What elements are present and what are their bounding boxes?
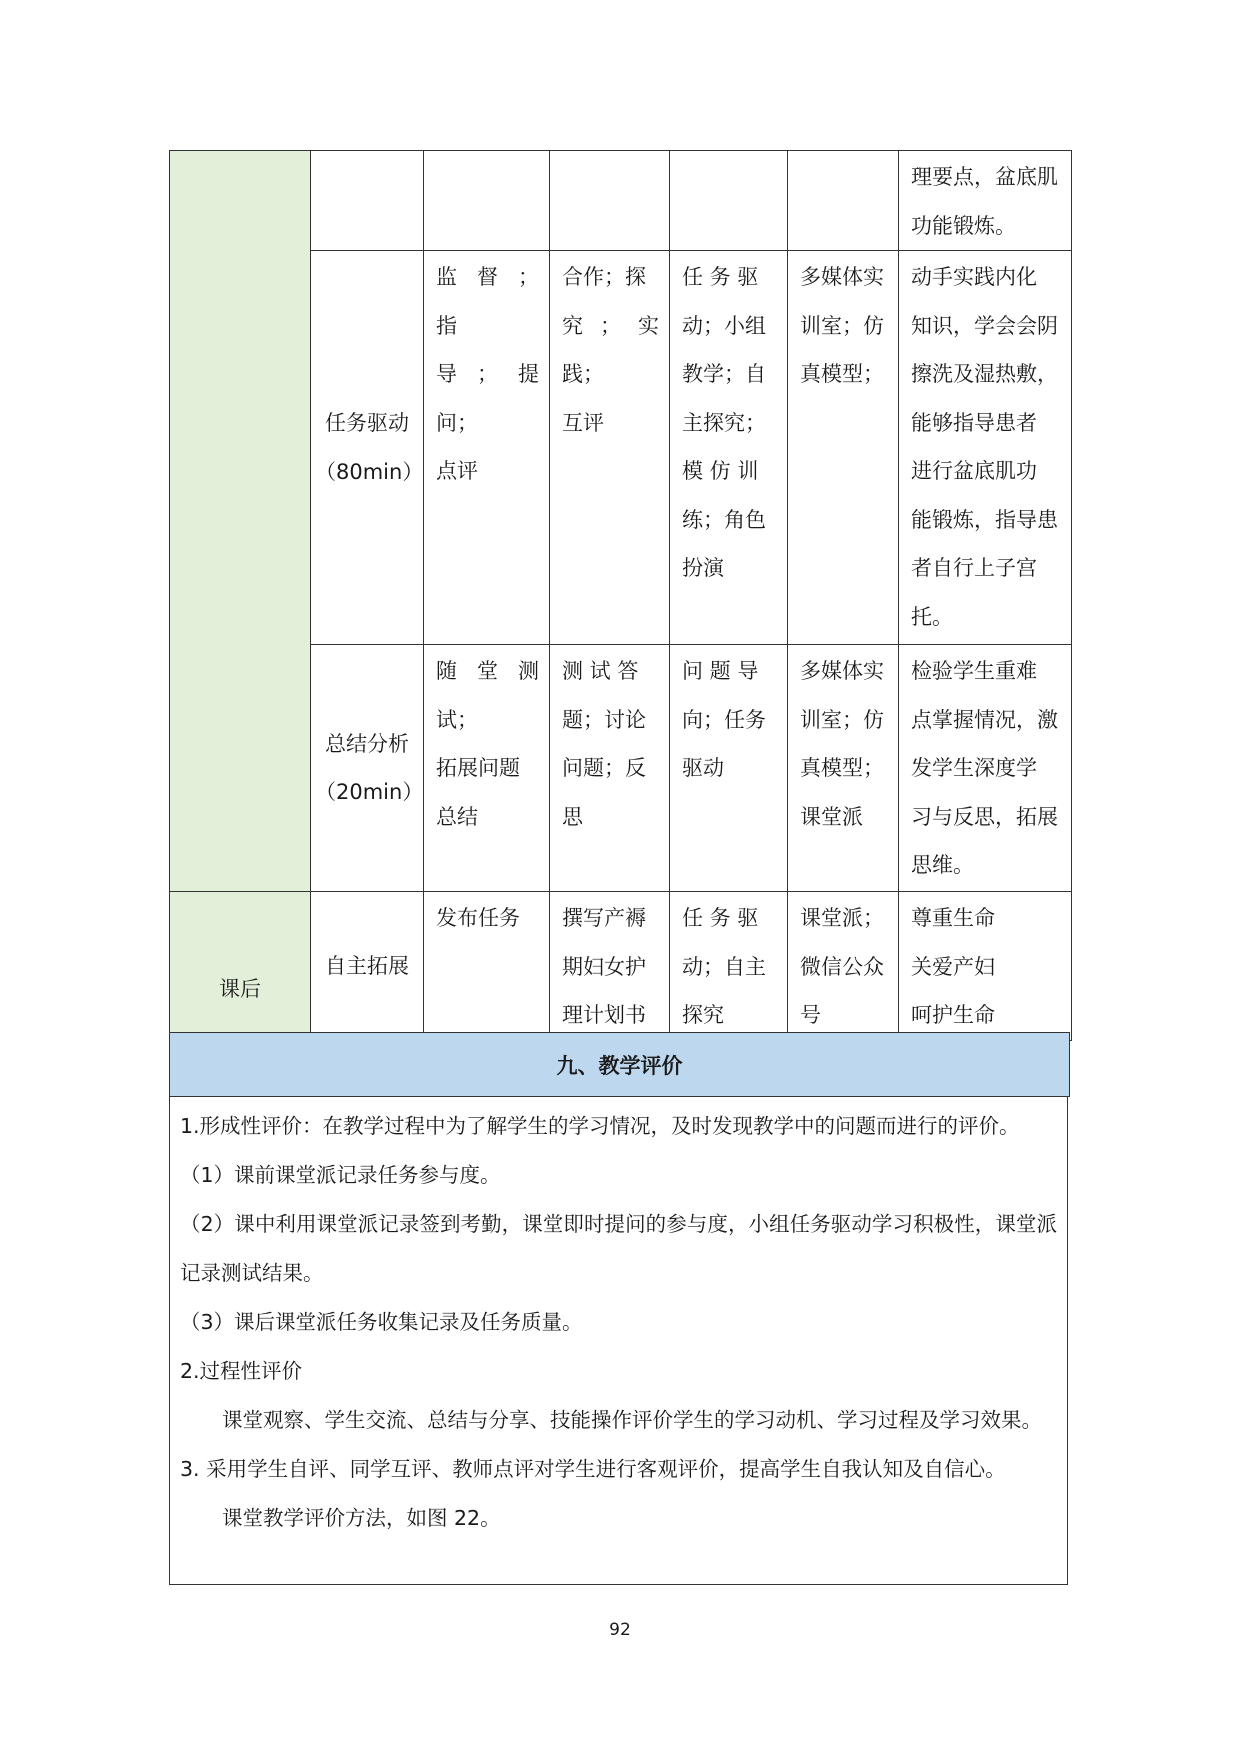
eval-paragraph: 课堂观察、学生交流、总结与分享、技能操作评价学生的学习动机、学习过程及学习效果。 [222,1408,1042,1432]
page-number: 92 [609,1620,631,1640]
section-title: 九、教学评价 [556,1053,683,1078]
eval-paragraph: 3. 采用学生自评、同学互评、教师点评对学生进行客观评价，提高学生自我认知及自信心。 [180,1457,1006,1481]
goal-cell: 尊重生命 关爱产妇 呵护生命 [899,892,1072,1041]
resource-cell [788,151,899,251]
eval-paragraph: （3）课后课堂派任务收集记录及任务质量。 [180,1310,583,1334]
table-row [170,151,1072,251]
section-heading [169,1032,1070,1097]
teacher-activity-cell [424,151,550,251]
method-cell: 问 题 导 向；任务 驱动 [670,645,788,892]
evaluation-content [169,1096,1068,1585]
task-cell: 自主拓展 [311,892,424,1041]
table-row [170,892,1072,1041]
student-activity-cell [550,151,670,251]
stage-cell-in-class [170,151,311,892]
resource-cell: 课堂派； 微信公众 号 [788,892,899,1041]
goal-cell: 检验学生重难 点掌握情况，激 发学生深度学 习与反思，拓展 思维。 [899,645,1072,892]
eval-paragraph: 1.形成性评价：在教学过程中为了解学生的学习情况，及时发现教学中的问题而进行的评价。 [180,1114,1020,1138]
goal-cell: 理要点，盆底肌 功能锻炼。 [899,151,1072,251]
teaching-plan-table [169,150,1072,1041]
task-cell: 总结分析 （20min） [311,645,424,892]
student-activity-cell: 撰写产褥 期妇女护 理计划书 [550,892,670,1041]
goal-cell: 动手实践内化 知识，学会会阴 擦洗及湿热敷， 能够指导患者 进行盆底肌功 能锻炼，指导患 者自行上子宫 托。 [899,251,1072,645]
eval-paragraph: 课堂教学评价方法，如图 22。 [222,1506,501,1530]
eval-paragraph: （2）课中利用课堂派记录签到考勤，课堂即时提问的参与度，小组任务驱动学习积极性，课堂派记录测试结果。 [180,1212,1057,1285]
resource-cell: 多媒体实 训室；仿 真模型； [788,251,899,645]
eval-paragraph: 2.过程性评价 [180,1359,303,1383]
task-cell: 任务驱动 （80min） [311,251,424,645]
resource-cell: 多媒体实 训室；仿 真模型； 课堂派 [788,645,899,892]
task-cell [311,151,424,251]
stage-cell-after-class: 课后 [170,892,311,1041]
student-activity-cell: 合作；探 究；实践； 互评 [550,251,670,645]
teacher-activity-cell: 发布任务 [424,892,550,1041]
method-cell: 任 务 驱 动；小组 教学；自 主探究； 模 仿 训 练；角色 扮演 [670,251,788,645]
student-activity-cell: 测 试 答 题；讨论 问题；反 思 [550,645,670,892]
method-cell: 任 务 驱 动；自主 探究 [670,892,788,1041]
teacher-activity-cell: 随堂测试； 拓展问题 总结 [424,645,550,892]
method-cell [670,151,788,251]
teacher-activity-cell: 监 督 ； 指 导；提问； 点评 [424,251,550,645]
eval-paragraph: （1）课前课堂派记录任务参与度。 [180,1163,501,1187]
